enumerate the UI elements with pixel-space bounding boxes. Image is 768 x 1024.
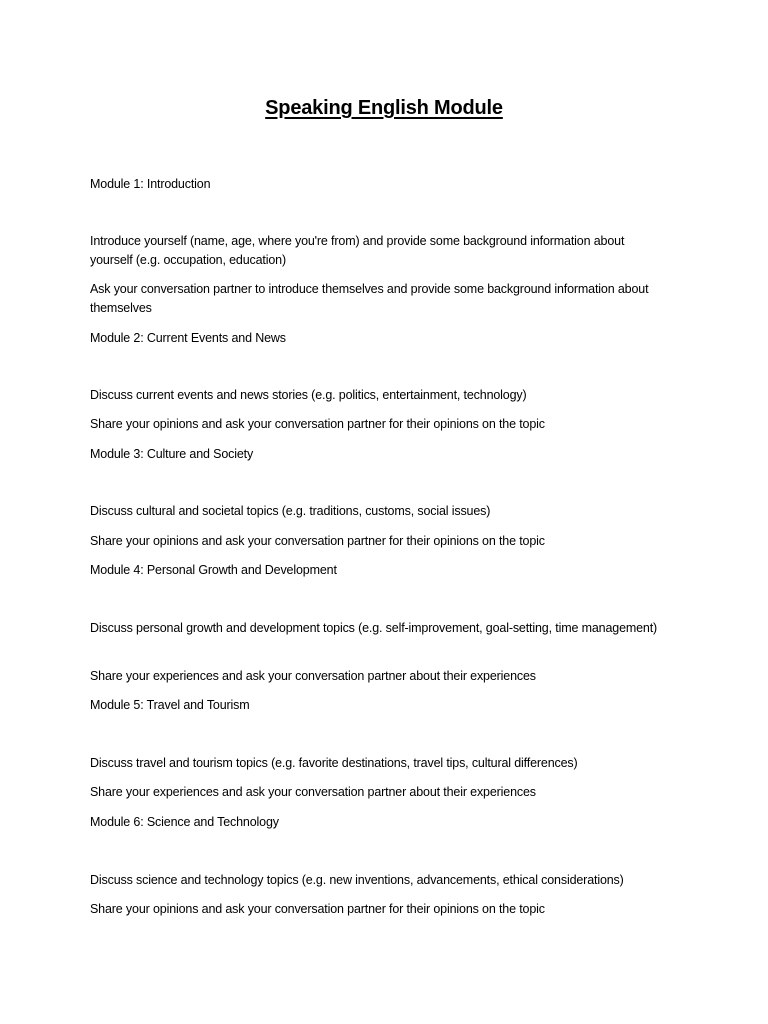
module-3-heading: Module 3: Culture and Society <box>90 447 254 461</box>
module-6-item-2: Share your opinions and ask your conversation partner for their opinions on the topic <box>90 902 545 916</box>
module-6-item-1: Discuss science and technology topics (e.g. new inventions, advancements, ethical considerations) <box>90 873 624 887</box>
module-1-item-2: Ask your conversation partner to introduce themselves and provide some background information about themselves <box>90 282 649 315</box>
document-title: Speaking English Module <box>265 97 503 119</box>
module-4-item-2: Share your experiences and ask your conversation partner about their experiences <box>90 669 536 683</box>
module-2-item-2: Share your opinions and ask your conversation partner for their opinions on the topic <box>90 417 545 431</box>
module-3-item-1: Discuss cultural and societal topics (e.g. traditions, customs, social issues) <box>90 504 491 518</box>
module-6-heading: Module 6: Science and Technology <box>90 815 279 829</box>
module-5-item-2: Share your experiences and ask your conversation partner about their experiences <box>90 785 536 799</box>
module-5-item-1: Discuss travel and tourism topics (e.g. favorite destinations, travel tips, cultural differences) <box>90 756 578 770</box>
module-3-item-2: Share your opinions and ask your conversation partner for their opinions on the topic <box>90 534 545 548</box>
module-4-heading: Module 4: Personal Growth and Development <box>90 563 337 577</box>
module-4-item-1: Discuss personal growth and development topics (e.g. self-improvement, goal-setting, time management) <box>90 621 658 635</box>
module-1-item-1: Introduce yourself (name, age, where you're from) and provide some background information about yourself (e.g. occupation, education) <box>90 234 625 267</box>
module-2-heading: Module 2: Current Events and News <box>90 331 286 345</box>
module-2-item-1: Discuss current events and news stories (e.g. politics, entertainment, technology) <box>90 388 527 402</box>
module-5-heading: Module 5: Travel and Tourism <box>90 698 250 712</box>
module-1-heading: Module 1: Introduction <box>90 177 211 191</box>
